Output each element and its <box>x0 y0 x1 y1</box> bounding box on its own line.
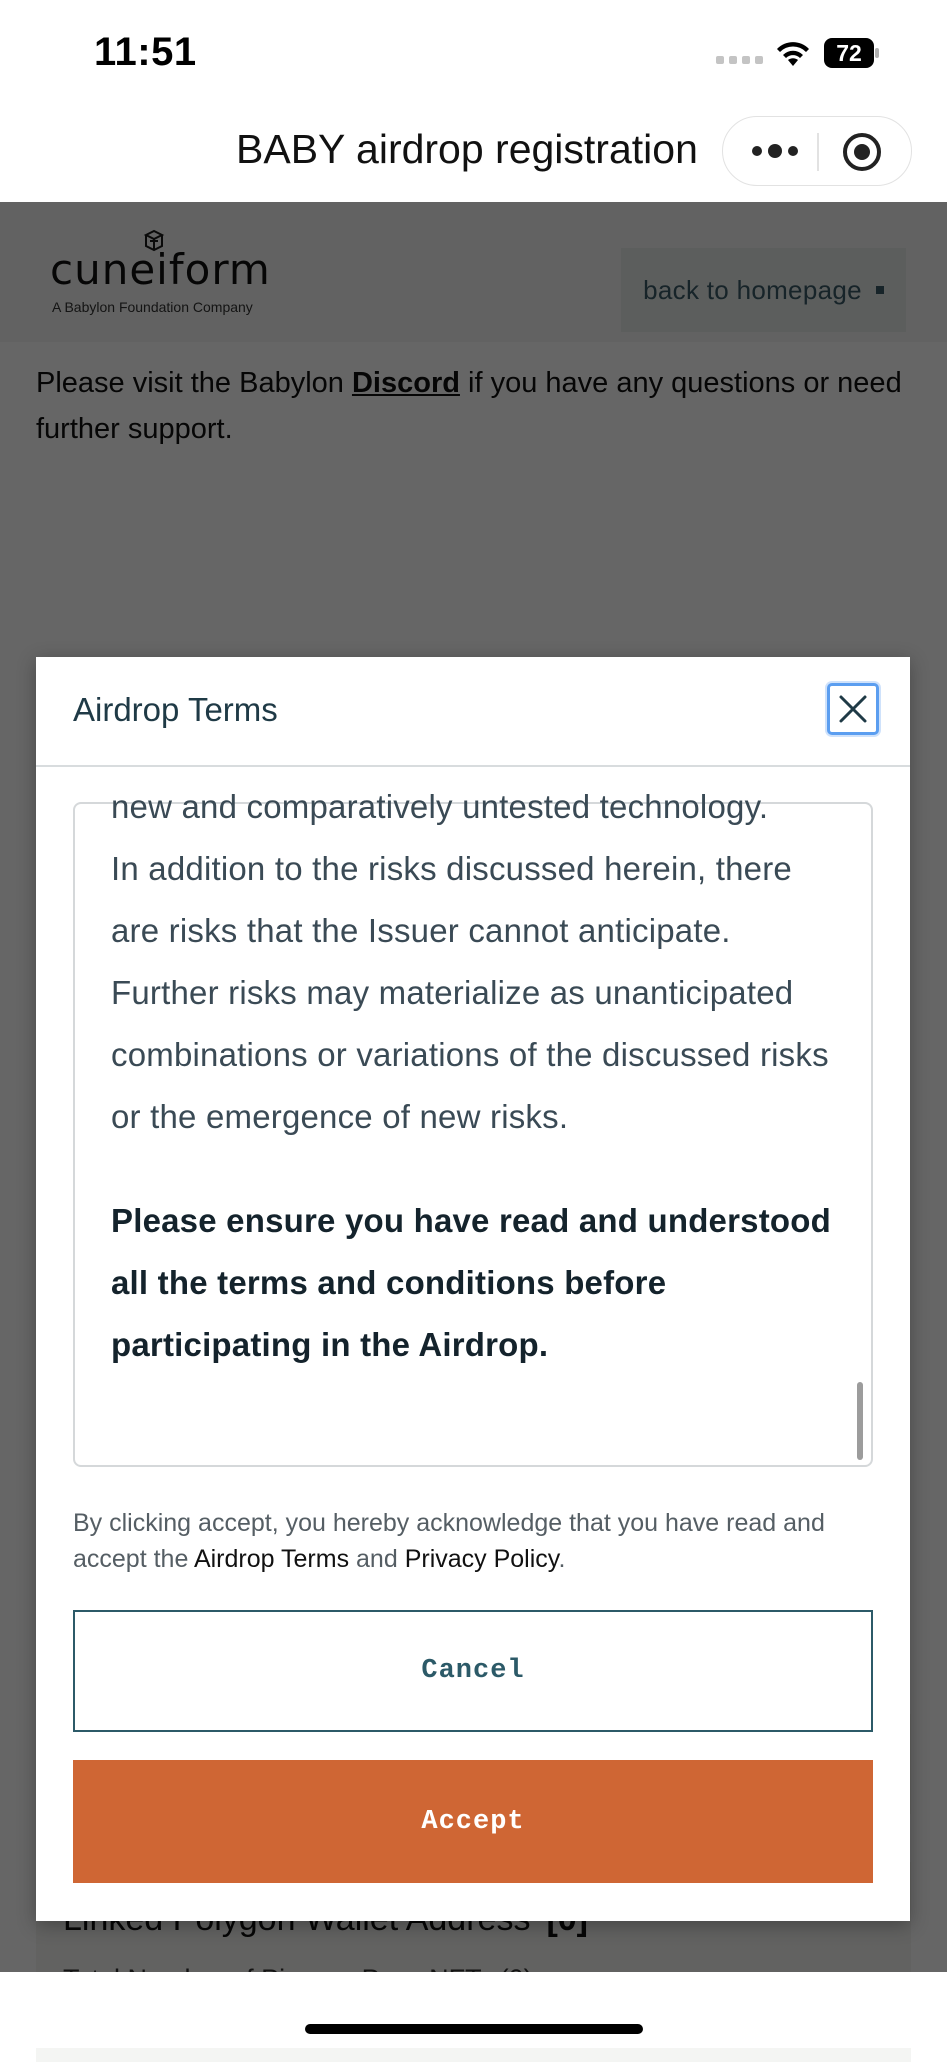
status-time: 11:51 <box>94 30 197 74</box>
close-button[interactable] <box>827 683 879 735</box>
battery-icon <box>824 38 880 68</box>
cellular-signal-icon <box>716 56 763 64</box>
home-indicator-area <box>0 1972 947 2048</box>
web-page <box>0 202 947 1972</box>
terms-scroll-area[interactable] <box>73 788 873 1467</box>
ack-end: . <box>558 1545 566 1573</box>
modal-title: Airdrop Terms <box>73 691 278 728</box>
airdrop-terms-modal <box>36 657 910 1921</box>
modal-header <box>36 657 910 767</box>
battery-level: 72 <box>836 40 862 66</box>
ack-and: and <box>349 1545 405 1573</box>
capsule-divider <box>817 133 819 171</box>
nav-bar <box>0 104 947 202</box>
terms-partial-text: new and comparatively untested technology. <box>111 788 769 825</box>
terms-risk-paragraph: In addition to the risks discussed herein, there are risks that the Issuer cannot anticipate. Further risks may materialize as unanticipated combinations or variations of the discussed risks or the emergence of new risks. <box>111 850 829 1135</box>
acknowledgement-text <box>73 1505 873 1577</box>
terms-partial-line <box>111 776 841 838</box>
page-title: BABY airdrop registration <box>236 126 698 172</box>
privacy-policy-link[interactable]: Privacy Policy <box>404 1545 559 1573</box>
more-dots-icon[interactable] <box>745 133 805 169</box>
cancel-button[interactable]: Cancel <box>73 1610 873 1732</box>
status-bar <box>0 0 947 104</box>
airdrop-terms-link[interactable]: Airdrop Terms <box>193 1545 350 1573</box>
target-circle-icon[interactable] <box>841 131 883 173</box>
terms-content <box>111 776 841 1418</box>
home-indicator[interactable] <box>305 2024 643 2034</box>
terms-emphasis: Please ensure you have read and understood all the terms and conditions before participating in the Airdrop. <box>111 1202 831 1363</box>
ack-text-start: By clicking accept, you hereby acknowledge that you have read and accept the <box>73 1509 825 1573</box>
wifi-icon <box>774 40 812 68</box>
scrollbar-thumb[interactable] <box>857 1382 863 1460</box>
close-icon <box>838 694 868 724</box>
capsule-menu <box>722 116 912 186</box>
accept-button[interactable]: Accept <box>73 1760 873 1883</box>
